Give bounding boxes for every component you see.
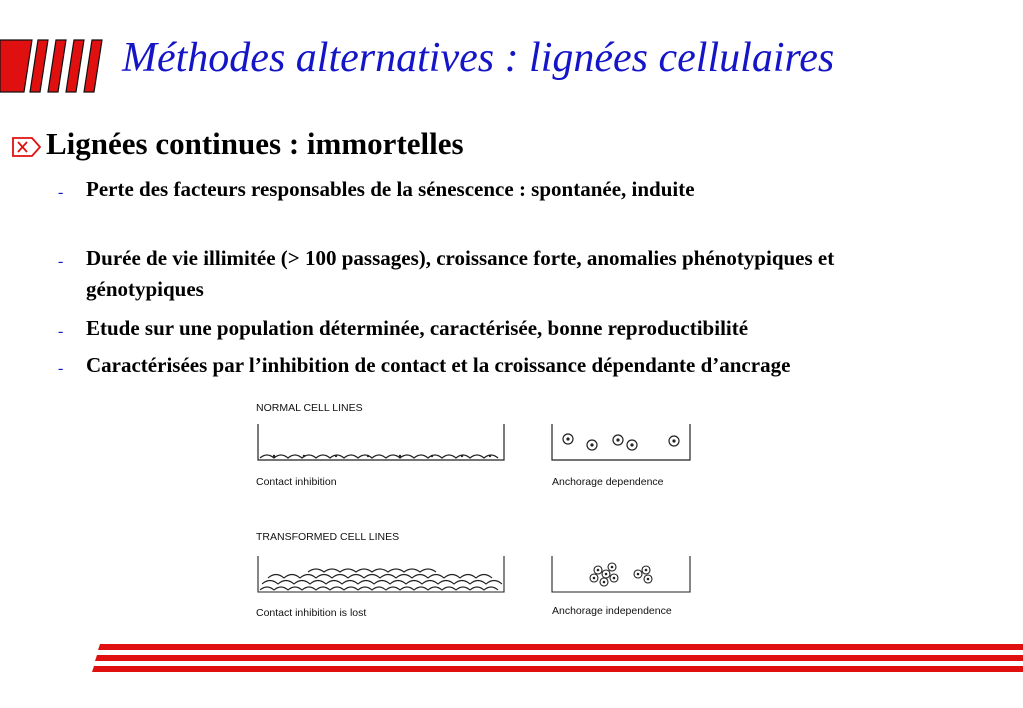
dash-marker: - (58, 253, 64, 270)
anchorage-dependence-label: Anchorage dependence (552, 476, 664, 488)
anchorage-independence-dish (552, 556, 690, 592)
slide-title: Méthodes alternatives : lignées cellulaires (122, 35, 835, 81)
logo-red-bars (0, 38, 110, 96)
contact-inhibition-label: Contact inhibition (256, 476, 337, 488)
arrow-bullet-icon (12, 136, 42, 158)
transformed-cell-lines-label: TRANSFORMED CELL LINES (256, 531, 400, 543)
section-heading: Lignées continues : immortelles (46, 126, 464, 161)
dash-marker: - (58, 360, 64, 377)
list-item: Etude sur une population déterminée, caractérisée, bonne reproductibilité (86, 316, 749, 340)
footer-red-stripes (90, 642, 1023, 682)
contact-inhibition-lost-label: Contact inhibition is lost (256, 607, 367, 619)
dash-marker: - (58, 184, 64, 201)
cell-lines-figure (248, 394, 708, 624)
dash-marker: - (58, 323, 64, 340)
list-item: Perte des facteurs responsables de la sénescence : spontanée, induite (86, 177, 695, 201)
list-item: Durée de vie illimitée (> 100 passages), croissance forte, anomalies phénotypiques et génotypiques (86, 246, 835, 301)
normal-culture-dish (258, 424, 504, 460)
anchorage-dependence-dish (552, 424, 690, 460)
list-item: Caractérisées par l’inhibition de contact et la croissance dépendante d’ancrage (86, 353, 791, 377)
transformed-culture-dish (258, 556, 504, 592)
normal-cell-lines-label: NORMAL CELL LINES (256, 402, 363, 414)
anchorage-independence-label: Anchorage independence (552, 605, 672, 617)
